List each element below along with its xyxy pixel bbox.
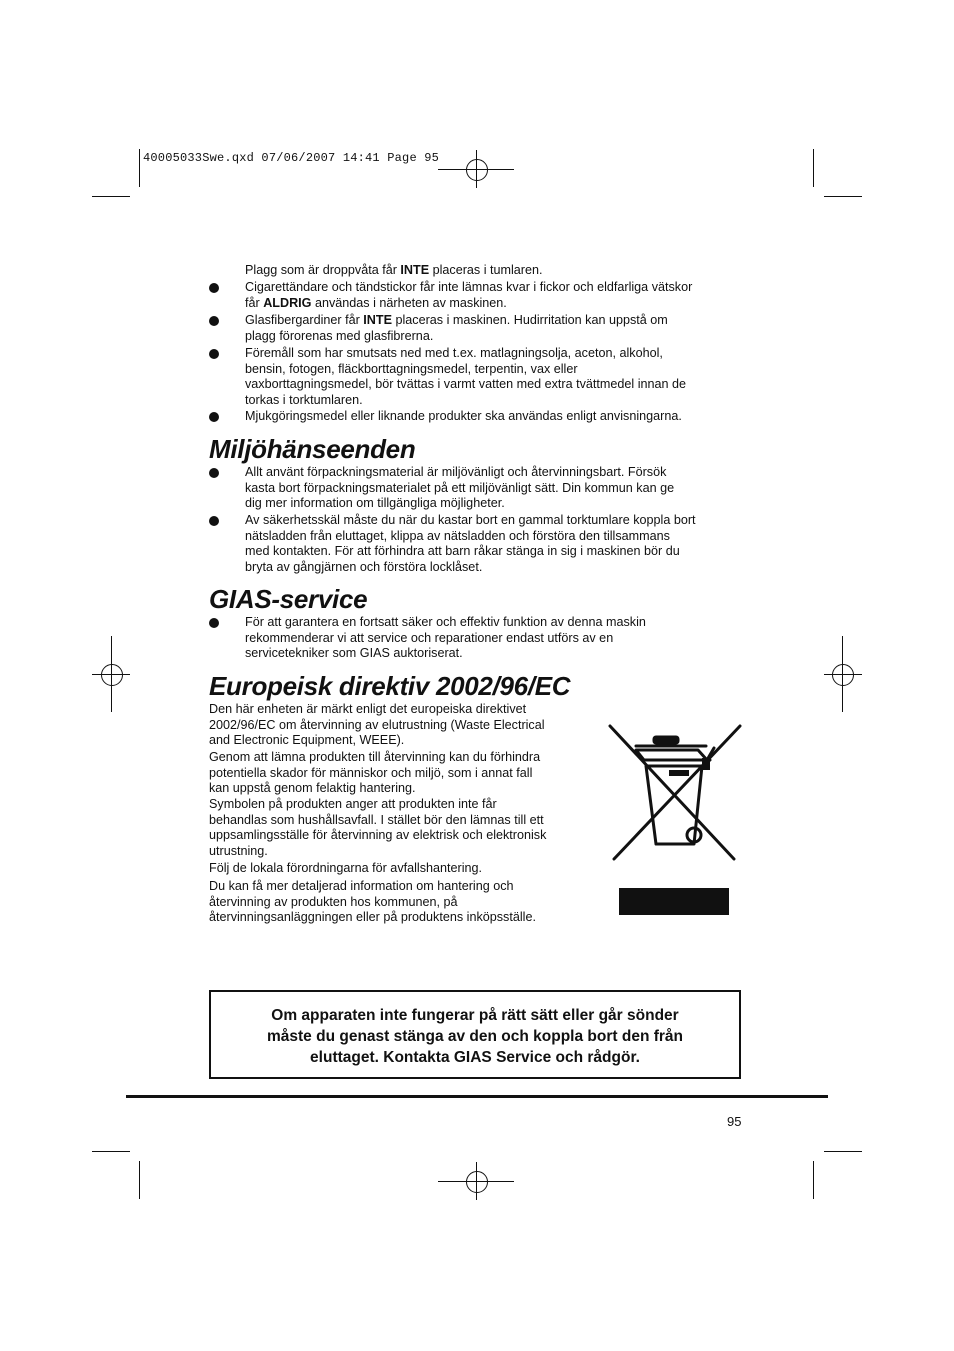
crop-mark (139, 1161, 140, 1199)
text-run: dig mer information om tillgängliga möjligheter. (245, 496, 505, 510)
list-item-line (245, 377, 686, 393)
text-run: får (245, 295, 264, 310)
list-item-line (245, 465, 674, 481)
warning-line: eluttaget. Kontakta GIAS Service och rådgör. (310, 1049, 640, 1066)
paragraph-line: 2002/96/EC om återvinning av elutrustning (Waste Electrical (209, 717, 545, 732)
crop-mark (824, 1151, 862, 1152)
list-item-line (245, 529, 696, 545)
list-item (245, 615, 646, 662)
crop-mark (139, 149, 140, 187)
warning-line: Om apparaten inte fungerar på rätt sätt eller går sönder (271, 1007, 679, 1024)
list-item (245, 263, 543, 279)
paragraph (209, 797, 546, 859)
text-run: kasta bort förpackningsmaterialet på ett miljövänligt sätt. Din kommun kan ge (245, 480, 675, 495)
text-run: plagg förorenas med glasfibrerna. (245, 328, 434, 343)
paragraph-line: Du kan få mer detaljerad information om hantering och (209, 879, 514, 893)
text-run: Av säkerhetsskäl måste du när du kastar bort en gammal torktumlare koppla bort (245, 513, 696, 527)
list-item-line (245, 280, 692, 296)
list-item-line (245, 296, 692, 312)
list-item (245, 409, 682, 425)
paragraph-line: uppsamlingsställe för återvinning av elektrisk och elektronisk (209, 828, 547, 842)
list-item-line (245, 313, 668, 329)
slug-line: 40005033Swe.qxd 07/06/2007 14:41 Page 95 (143, 151, 440, 165)
text-run: användas i närheten av maskinen. (311, 295, 507, 310)
crop-mark (813, 149, 814, 187)
bullet-icon (209, 349, 219, 359)
list-item (245, 346, 686, 408)
section-heading-weee: Europeisk direktiv 2002/96/EC (209, 671, 571, 701)
list-item-line (245, 631, 646, 647)
section-heading-gias: GIAS-service (209, 584, 368, 614)
list-item-line (245, 615, 646, 631)
warning-line: måste du genast stänga av den och koppla bort den från (267, 1028, 683, 1045)
bullet-icon (209, 412, 219, 422)
emphasis-text: INTE (363, 313, 392, 327)
paragraph-line: Symbolen på produkten anger att produkten inte får (209, 797, 497, 811)
text-run: servicetekniker som GIAS auktoriserat. (245, 646, 463, 660)
paragraph (209, 879, 536, 926)
list-item (245, 280, 692, 311)
text-run: bensin, fotogen, fläckborttagningsmedel, terpentin, vax eller (245, 361, 578, 376)
list-item-line (245, 560, 696, 576)
paragraph-line: utrustning. (209, 843, 268, 858)
list-item-line (245, 393, 686, 409)
text-run: För att garantera en fortsatt säker och effektiv funktion av denna maskin (245, 615, 646, 629)
paragraph-line: Genom att lämna produkten till återvinning kan du förhindra (209, 750, 541, 764)
paragraph-line: återvinning av produkten hos kommunen, på (209, 894, 458, 909)
bullet-icon (209, 618, 219, 628)
text-run: rekommenderar vi att service och reparationer endast utförs av en (245, 630, 614, 645)
bullet-icon (209, 468, 219, 478)
list-item-line (245, 646, 646, 662)
text-run: Plagg som är droppvåta får (245, 263, 401, 277)
section-heading-miljo: Miljöhänseenden (209, 434, 416, 464)
paragraph-line: behandlas som hushållsavfall. I stället bör den lämnas till ett (209, 812, 544, 827)
text-run: vaxborttagningsmedel, bör tvättas i varmt vatten med extra tvättmedel innan de (245, 377, 687, 391)
paragraph (209, 702, 545, 749)
text-run: med kontakten. För att förhindra att barn råkar stänga in sig i maskinen bör du (245, 544, 680, 558)
list-item-line (245, 362, 686, 378)
text-run: placeras i maskinen. Hudirritation kan uppstå om (391, 313, 668, 327)
text-run: Glasfibergardiner får (245, 313, 364, 327)
paragraph (209, 861, 482, 877)
emphasis-text: INTE (400, 263, 430, 277)
text-run: nätsladden från eluttaget, klippa av nätsladden och förstöra den tillsammans (245, 528, 670, 543)
list-item-line (245, 513, 696, 529)
paragraph (209, 750, 540, 797)
paragraph-line: and Electronic Equipment, WEEE). (209, 733, 405, 747)
text-run: placeras i tumlaren. (429, 263, 543, 277)
paragraph-line: återvinningsanläggningen eller på produktens inköpsställe. (209, 910, 536, 924)
text-run: Allt använt förpackningsmaterial är miljövänligt och återvinningsbart. Försök (245, 465, 667, 479)
crop-mark (813, 1161, 814, 1199)
list-item (245, 513, 696, 575)
text-run: torkas i torktumlaren. (245, 392, 363, 407)
paragraph-line: kan uppstå genom felaktig hantering. (209, 781, 416, 795)
page-number: 95 (727, 1114, 742, 1129)
paragraph-line: potentiella skador för människor och miljö, som i annat fall (209, 765, 533, 780)
text-run: bryta av gångjärnen och förstöra locklåset. (245, 559, 483, 574)
list-item-line (245, 409, 682, 425)
text-run: Mjukgöringsmedel eller liknande produkter ska användas enligt anvisningarna. (245, 409, 682, 423)
list-item-line (245, 263, 543, 279)
list-item-line (245, 496, 674, 512)
bullet-icon (209, 283, 219, 293)
crop-mark (92, 1151, 130, 1152)
list-item (245, 465, 674, 512)
paragraph-line: Följ de lokala förordningarna för avfallshantering. (209, 861, 483, 875)
text-run: Föremåll som har smutsats ned med t.ex. matlagningsolja, aceton, alkohol, (245, 346, 663, 360)
list-item-line (245, 544, 696, 560)
list-item (245, 313, 668, 344)
crossed-out-wheelie-bin-icon (606, 722, 744, 922)
crop-mark (92, 196, 130, 197)
text-run: Cigarettändare och tändstickor får inte lämnas kvar i fickor och eldfarliga vätskor (245, 280, 693, 294)
footer-rule (126, 1095, 828, 1098)
list-item-line (245, 481, 674, 497)
list-item-line (245, 329, 668, 345)
warning-box (209, 990, 741, 1079)
crop-mark (824, 196, 862, 197)
bullet-icon (209, 516, 219, 526)
bullet-icon (209, 316, 219, 326)
list-item-line (245, 346, 686, 362)
emphasis-text: ALDRIG (263, 295, 312, 310)
paragraph-line: Den här enheten är märkt enligt det europeiska direktivet (209, 702, 527, 716)
